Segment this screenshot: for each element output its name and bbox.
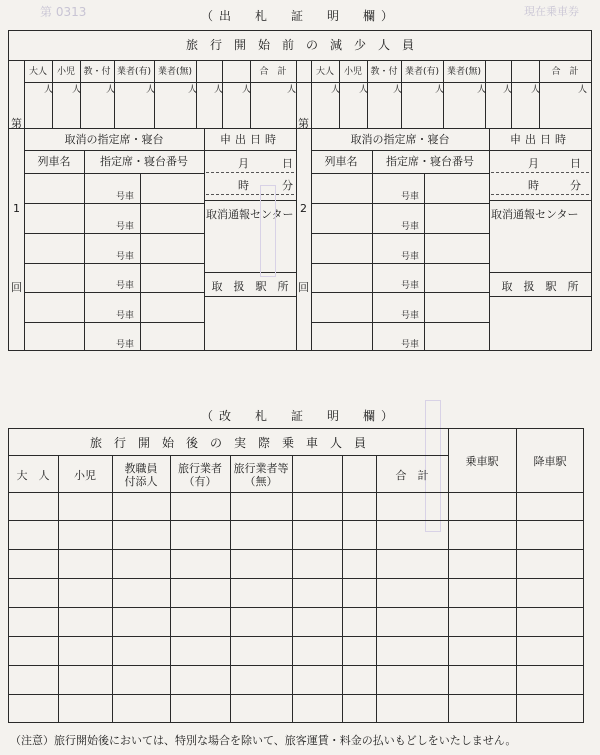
u-unit-1c: 人 [106,85,116,95]
top-right-label: 現在乗車券 [524,5,579,18]
hour-label-1: 時 [238,179,249,192]
car-1-1: 号車 [116,192,135,202]
u-unit-1b: 人 [72,85,82,95]
hour-label-2: 時 [528,179,539,192]
month-label-1: 月 [238,157,249,170]
train-name-1: 列車名 [37,155,71,168]
car-1-6: 号車 [116,340,135,350]
apply-header-2: 申出日時 [510,133,570,146]
l-col-alight-station: 降車駅 [533,455,567,468]
u-col-agent-no-1: 業者(無) [157,67,193,77]
u-col-child-1: 小児 [56,67,76,77]
u-unit-2b: 人 [359,85,369,95]
u-unit-2d: 人 [435,85,445,95]
stamp-bleed-upper [260,185,276,277]
u-unit-2e: 人 [477,85,487,95]
u-unit-1e: 人 [188,85,198,95]
day-label-1: 日 [282,157,293,170]
u-unit-2f: 人 [503,85,513,95]
upper-header: 旅 行 開 始 前 の 減 少 人 員 [185,38,415,52]
cancel-header-1: 取消の指定席・寝台 [64,133,164,146]
u-col-adult-1: 大人 [28,67,48,77]
seat-number-1: 指定席・寝台番号 [100,155,188,168]
u-unit-1f: 人 [214,85,224,95]
upper-section-title: （出 札 証 明 欄） [200,9,400,23]
u-unit-1g: 人 [242,85,252,95]
minute-label-1: 分 [282,179,293,192]
side-label-digit-1: 1 [13,202,20,215]
l-col-agent-no: 旅行業者等 （無） [233,462,289,488]
car-2-6: 号車 [401,340,420,350]
l-col-adult: 大 人 [16,469,50,482]
handling-station-2: 取 扱 駅 所 [501,280,579,293]
side-label-round-1: 回 [11,281,22,294]
note-text: （注意）旅行開始後においては、特別な場合を除いて、旅客運賃・料金の払いもどしをいたしません。 [10,734,517,747]
car-1-3: 号車 [116,252,135,262]
l-col-child: 小児 [74,469,96,482]
car-1-2: 号車 [116,222,135,232]
u-col-total-2: 合 計 [551,67,579,77]
u-unit-2g: 人 [531,85,541,95]
lower-section-title: （改 札 証 明 欄） [200,409,400,423]
l-col-teacher: 教職員 付添人 [124,462,158,488]
u-unit-1a: 人 [44,85,54,95]
car-2-2: 号車 [401,222,420,232]
u-unit-1h: 人 [287,85,297,95]
apply-header-1: 申出日時 [220,133,280,146]
car-2-4: 号車 [401,281,420,291]
u-col-child-2: 小児 [343,67,363,77]
month-label-2: 月 [528,157,539,170]
cancel-center-2: 取消通報センター [491,208,579,221]
u-col-adult-2: 大人 [315,67,335,77]
train-name-2: 列車名 [324,155,358,168]
side-label-first-2: 第 [298,117,309,130]
u-col-agent-no-2: 業者(無) [446,67,482,77]
car-1-4: 号車 [116,281,135,291]
car-2-3: 号車 [401,252,420,262]
u-col-total-1: 合 計 [259,67,287,77]
l-col-board-station: 乗車駅 [465,455,499,468]
u-unit-2a: 人 [331,85,341,95]
lower-header: 旅 行 開 始 後 の 実 際 乗 車 人 員 [89,436,367,450]
side-label-first-1: 第 [11,117,22,130]
minute-label-2: 分 [570,179,581,192]
u-col-teacher-1: 教・付 [83,67,111,77]
cancel-center-1: 取消通報センター [206,208,294,221]
u-col-teacher-2: 教・付 [370,67,398,77]
u-unit-2h: 人 [578,85,588,95]
cancel-header-2: 取消の指定席・寝台 [350,133,450,146]
seat-number-2: 指定席・寝台番号 [386,155,474,168]
u-unit-1d: 人 [146,85,156,95]
u-col-agent-yes-1: 業者(有) [116,67,152,77]
car-2-5: 号車 [401,311,420,321]
u-unit-2c: 人 [393,85,403,95]
top-serial: 第 0313 [40,5,87,19]
l-col-agent-yes: 旅行業者 （有） [178,462,222,488]
side-label-digit-2: 2 [300,202,307,215]
side-label-round-2: 回 [298,281,309,294]
handling-station-1: 取 扱 駅 所 [211,280,289,293]
day-label-2: 日 [570,157,581,170]
l-col-total: 合 計 [395,469,429,482]
car-1-5: 号車 [116,311,135,321]
car-2-1: 号車 [401,192,420,202]
u-col-agent-yes-2: 業者(有) [404,67,440,77]
